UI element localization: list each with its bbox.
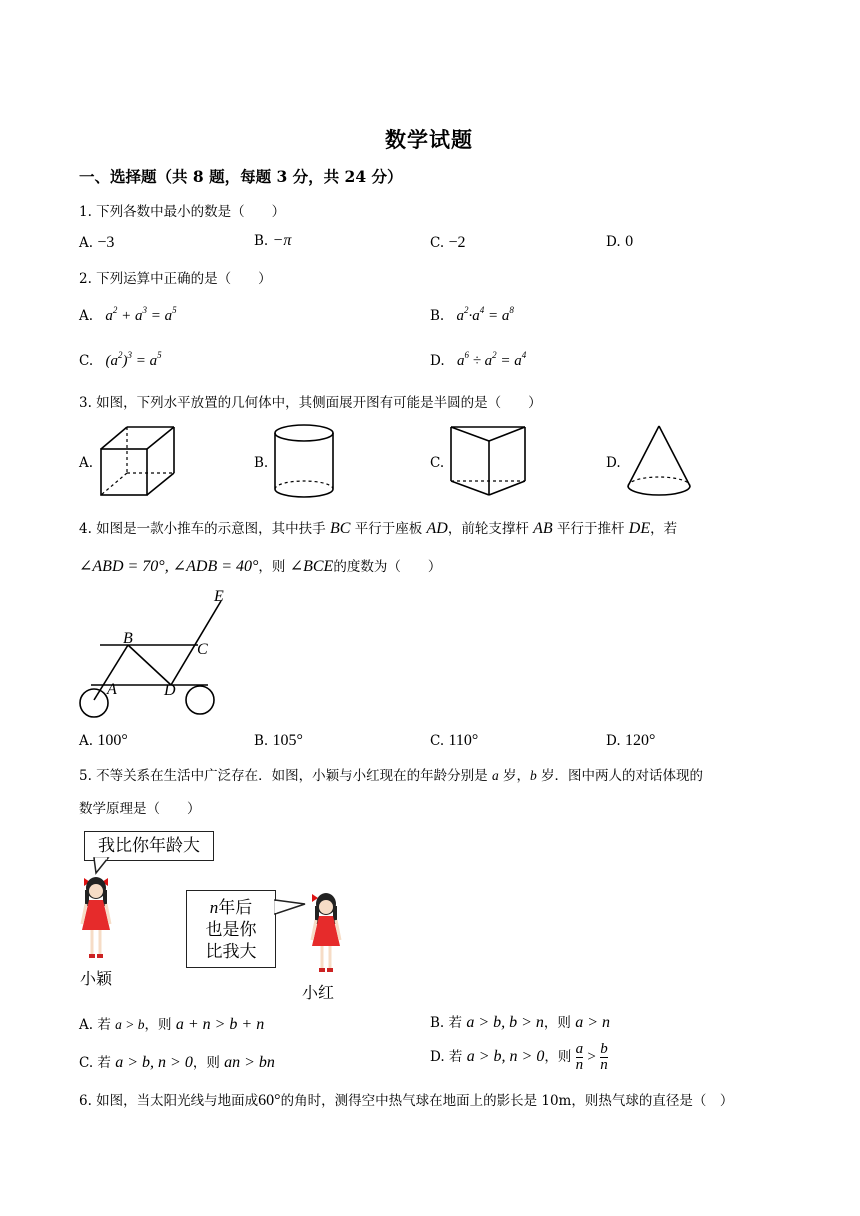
stem-text: 平行于座板: [354, 521, 423, 537]
option-letter: A. 若: [79, 1017, 111, 1033]
stem-text: 的度数为（ ）: [333, 559, 442, 575]
stem-text: ，则: [258, 559, 286, 575]
fraction-b-over-n: [600, 1042, 608, 1073]
var-n: n: [209, 898, 219, 917]
option-value: −2: [448, 234, 466, 251]
question-3-stem: 3. 如图，下列水平放置的几何体中，其侧面展开图有可能是半圆的是（ ）: [79, 395, 542, 411]
option-value: 105°: [272, 732, 303, 749]
option-letter: C.: [430, 733, 445, 749]
condition: a > b: [115, 1017, 145, 1032]
label-xiaoying: 小颖: [80, 969, 113, 988]
option-value: −3: [97, 234, 115, 251]
then-text: ，则: [543, 1015, 571, 1031]
option-letter: D.: [606, 733, 621, 749]
bubble-text: 比我大: [205, 942, 257, 962]
then-text: ，则: [144, 1017, 172, 1033]
stem-text: 4. 如图是一款小推车的示意图，其中扶手: [79, 521, 326, 537]
segment-bc: BC: [329, 520, 351, 537]
option-value: −π: [272, 232, 292, 249]
q2-option-a[interactable]: A. $a^2 + a^3 = a^5$: [79, 305, 177, 324]
var-a: a: [491, 768, 499, 783]
question-4-stem-line2: [79, 555, 441, 576]
q5-option-d[interactable]: [430, 1042, 608, 1073]
triangular-prism-figure: [449, 423, 527, 503]
var-b: b: [530, 768, 537, 783]
option-letter: C. 若: [79, 1055, 111, 1071]
stem-text: 岁．图中两人的对话体现的: [541, 768, 704, 784]
stem-text: 6. 如图，当太阳光线与地面成: [79, 1093, 259, 1109]
bubble-tail-2: [275, 898, 309, 918]
condition: a > b, n > 0: [115, 1054, 193, 1071]
condition: a > b, b > n: [466, 1014, 544, 1031]
sun-angle: 60°: [258, 1092, 281, 1109]
option-letter: B.: [430, 308, 445, 324]
q4-option-a[interactable]: [79, 732, 128, 750]
label-xiaohong: 小红: [302, 983, 335, 1002]
segment-ad: AD: [426, 520, 448, 537]
option-letter: A.: [79, 308, 94, 324]
q3-option-b[interactable]: B.: [254, 455, 269, 471]
denominator: n: [575, 1057, 584, 1073]
stem-text: ，前轮支撑杆: [447, 521, 529, 537]
cart-figure: [76, 587, 236, 722]
option-letter: D. 若: [430, 1049, 463, 1065]
question-5-stem-line1: [79, 764, 703, 784]
cone-figure: [626, 424, 692, 500]
question-2-stem: 2. 下列运算中正确的是（ ）: [79, 271, 272, 287]
condition: a > b, n > 0: [466, 1048, 545, 1065]
question-5-stem-line2: 数学原理是（ ）: [79, 801, 201, 817]
q4-option-b[interactable]: [254, 732, 303, 750]
label-c: C: [197, 641, 208, 658]
numerator: a: [575, 1041, 584, 1057]
q1-option-b[interactable]: [254, 232, 291, 250]
page-title: 数学试题: [385, 127, 473, 152]
segment-de: DE: [628, 520, 651, 537]
then-text: ，则: [544, 1049, 572, 1065]
option-value: 120°: [624, 732, 656, 749]
label-a: A: [107, 681, 117, 698]
option-value: 100°: [97, 732, 128, 749]
label-e: E: [214, 588, 224, 605]
bubble-text: 年后: [218, 898, 253, 918]
gt-sign: >: [587, 1049, 596, 1065]
q3-option-d[interactable]: D.: [606, 455, 621, 471]
result: an > bn: [224, 1054, 275, 1071]
option-letter: D.: [430, 353, 445, 369]
speech-bubble-xiaoying: [84, 831, 214, 861]
q2-option-c[interactable]: C. $(a^2)^3 = a^5$: [79, 350, 162, 369]
bubble-text: 也是你: [205, 920, 257, 940]
option-letter: A.: [79, 733, 94, 749]
bubble-text: 我比你年龄大: [98, 836, 200, 856]
target-angle: ∠BCE: [289, 558, 334, 575]
stem-text: 5. 不等关系在生活中广泛存在．如图，小颖与小红现在的年龄分别是: [79, 768, 488, 784]
fraction-a-over-n: [576, 1042, 584, 1073]
result: a + n > b + n: [175, 1016, 265, 1033]
option-letter: B.: [254, 733, 269, 749]
stem-text: 岁，: [503, 768, 531, 784]
q5-option-c[interactable]: [79, 1051, 275, 1072]
stem-text: ，若: [650, 521, 678, 537]
girl-xiaoying-illustration: [76, 872, 116, 964]
q2-option-b[interactable]: B. $a^2\cdot a^4 = a^8$: [430, 305, 514, 324]
q5-option-a[interactable]: [79, 1013, 264, 1034]
then-text: ，则: [192, 1055, 220, 1071]
option-letter: B. 若: [430, 1015, 463, 1031]
q4-option-d[interactable]: [606, 732, 655, 750]
question-1-stem: 1. 下列各数中最小的数是（ ）: [79, 204, 286, 220]
q1-option-a[interactable]: [79, 234, 114, 252]
option-letter: B.: [254, 233, 269, 249]
girl-xiaohong-illustration: [306, 888, 346, 978]
speech-bubble-xiaohong: [186, 890, 276, 968]
result: a > n: [575, 1014, 610, 1031]
q3-option-c[interactable]: C.: [430, 455, 445, 471]
q5-option-b[interactable]: [430, 1011, 610, 1032]
option-letter: C.: [79, 353, 94, 369]
given-angles: ∠ABD = 70°, ∠ADB = 40°: [79, 558, 259, 575]
denominator: n: [600, 1057, 608, 1073]
q3-option-a[interactable]: A.: [79, 455, 94, 471]
option-letter: A.: [79, 235, 94, 251]
option-value: 110°: [448, 732, 479, 749]
label-d: D: [164, 682, 176, 699]
q1-option-c[interactable]: [430, 234, 465, 252]
q4-option-c[interactable]: [430, 732, 478, 750]
stem-text: 的角时，测得空中热气球在地面上的影长是 10m，则热气球的直径是（ ）: [280, 1093, 734, 1109]
cube-figure: [99, 425, 179, 500]
label-b: B: [123, 630, 133, 647]
question-6-stem: [79, 1089, 733, 1110]
stem-text: 平行于推杆: [556, 521, 625, 537]
question-4-stem-line1: [79, 517, 677, 538]
section-heading: 一、选择题（共 8 题，每题 3 分，共 24 分）: [79, 167, 403, 186]
q1-option-d[interactable]: D. 0: [606, 234, 634, 250]
q2-option-d[interactable]: D. $a^6 \div a^2 = a^4$: [430, 350, 527, 369]
segment-ab: AB: [533, 520, 553, 537]
cylinder-figure: [273, 423, 335, 503]
numerator: b: [600, 1041, 608, 1057]
option-letter: C.: [430, 235, 445, 251]
